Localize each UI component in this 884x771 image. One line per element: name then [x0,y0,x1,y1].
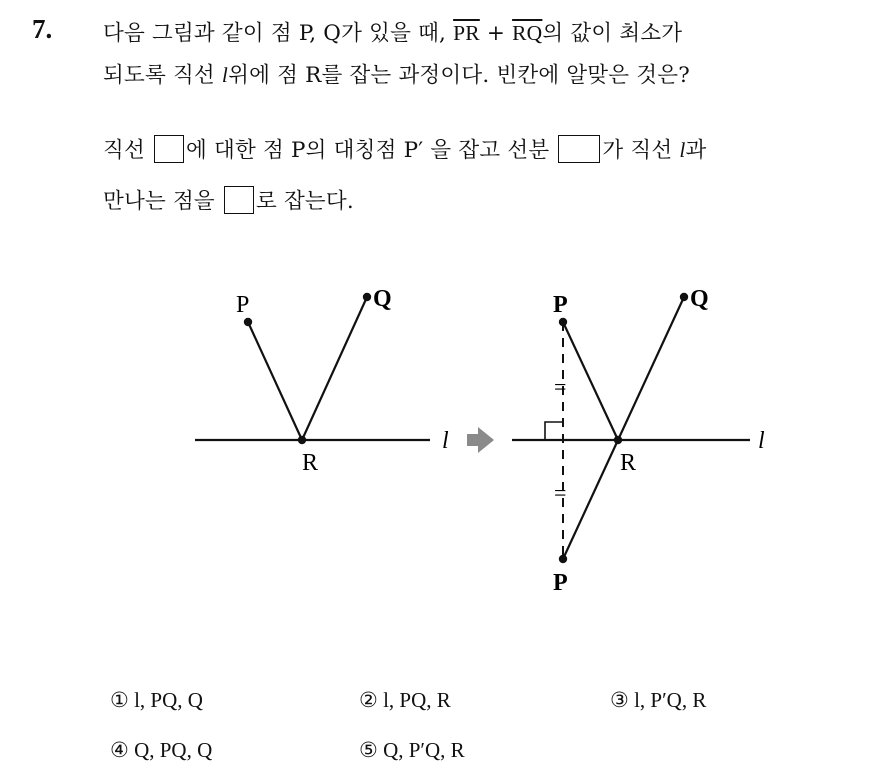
segment-pr-right [563,322,618,440]
point-p-left [244,318,252,326]
point-q-left [363,293,371,301]
label-p-reflect: P [553,570,568,596]
choice-2[interactable]: ② l, PQ, R [359,688,451,712]
label-q-right: Q [690,286,709,312]
procedure-text: 가 직선 [602,138,680,163]
point-p-prime [559,555,567,563]
question-number: 7. [32,14,53,44]
point-p-right [559,318,567,326]
label-p-left: P [236,292,250,318]
segment-pr-left [248,322,302,440]
segment-rq-left [302,297,367,440]
point-q-right [680,293,688,301]
choice-3[interactable]: ③ l, P′Q, R [610,688,707,712]
choice-5[interactable]: ⑤ Q, P′Q, R [359,738,465,762]
right-angle-mark [545,422,563,440]
segment-p-prime-r [563,440,618,559]
procedure-text: 만나는 점을 [103,189,215,214]
label-p-right: P [553,292,568,318]
line-l-label: l [679,138,686,162]
point-r-right [614,436,622,444]
segment-rq-right [618,297,684,440]
choice-1[interactable]: ① l, PQ, Q [110,688,203,712]
tick-mark-upper: = [554,374,567,399]
segment-rq: $\overline{RQ}$ [512,21,543,45]
tick-mark-lower: = [554,480,567,505]
label-r-right: R [620,450,637,476]
procedure-text: 직선 [103,138,145,163]
question-text: 다음 그림과 같이 점 P, Q가 있을 때, [103,21,454,46]
question-text: 위에 점 R를 잡는 과정이다. 빈칸에 알맞은 것은? [228,63,690,88]
right-arrow-icon [467,427,494,453]
question-text: 되도록 직선 [103,63,222,88]
procedure-text: 로 잡는다. [255,189,354,214]
label-l-left: l [442,428,449,454]
procedure-text: 과 [685,138,707,163]
question-text: 의 값이 최소가 [542,21,683,46]
line-l-label: l [221,63,229,87]
label-q-left: Q [373,286,392,312]
choice-4[interactable]: ④ Q, PQ, Q [110,738,213,762]
segment-pr: $\overline{PR}$ [453,21,480,45]
plus-sign: + [479,21,513,46]
label-l-right: l [758,428,765,454]
procedure-text: 에 대한 점 P의 대칭점 P′ 을 잡고 선분 [186,138,550,163]
label-r-left: R [302,450,319,476]
point-r-left [298,436,306,444]
